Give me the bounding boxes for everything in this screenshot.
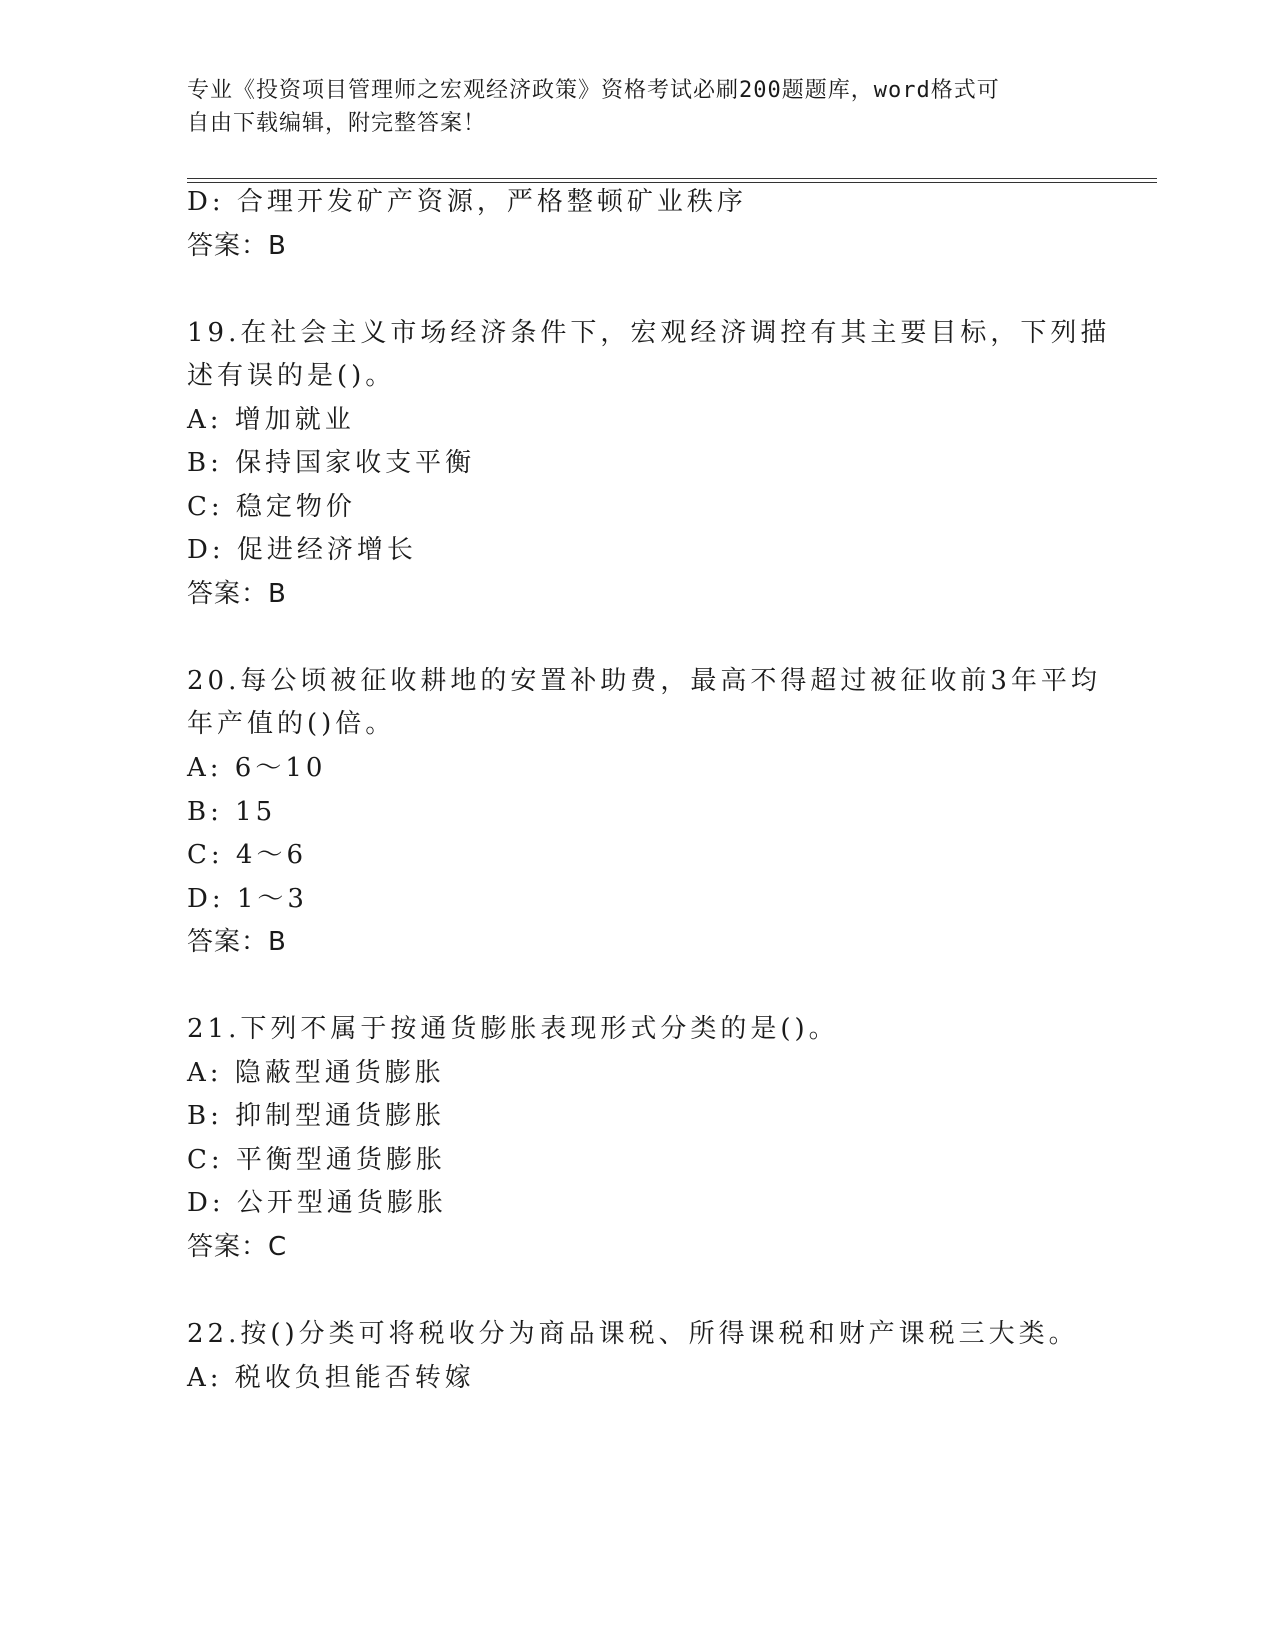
question-20-option-b: B: 15 (187, 797, 277, 827)
question-21-answer: 答案：C (187, 1232, 288, 1262)
document-header (187, 74, 1067, 140)
question-21-option-c: C: 平衡型通货膨胀 (187, 1145, 446, 1175)
question-20-option-d: D: 1～3 (187, 884, 308, 914)
question-21-option-d: D: 公开型通货膨胀 (187, 1188, 447, 1218)
question-19-option-c: C: 稳定物价 (187, 492, 356, 522)
header-line-1: 专业《投资项目管理师之宏观经济政策》资格考试必刷200题题库，word格式可 (187, 78, 1000, 103)
question-21-stem: 21.下列不属于按通货膨胀表现形式分类的是()。 (187, 1014, 839, 1044)
document-page (187, 0, 1157, 1650)
question-19-option-b: B: 保持国家收支平衡 (187, 448, 476, 478)
question-19-stem: 19.在社会主义市场经济条件下，宏观经济调控有其主要目标，下列描 (187, 318, 1111, 348)
header-line-2: 自由下载编辑，附完整答案！ (187, 111, 487, 136)
question-20-stem-cont: 年产值的()倍。 (187, 709, 396, 739)
question-20-stem: 20.每公顷被征收耕地的安置补助费，最高不得超过被征收前3年平均 (187, 666, 1101, 696)
question-20-option-a: A: 6～10 (187, 753, 327, 783)
answer-line: 答案：B (187, 231, 287, 261)
question-19-answer: 答案：B (187, 579, 287, 609)
question-22-stem: 22.按()分类可将税收分为商品课税、所得课税和财产课税三大类。 (187, 1319, 1079, 1349)
question-21-option-b: B: 抑制型通货膨胀 (187, 1101, 446, 1131)
question-19-stem-cont: 述有误的是()。 (187, 361, 396, 391)
header-divider (187, 178, 1157, 183)
question-19-option-a: A: 增加就业 (187, 405, 355, 435)
question-22-option-a: A: 税收负担能否转嫁 (187, 1363, 475, 1393)
question-19-option-d: D: 促进经济增长 (187, 535, 417, 565)
question-21-option-a: A: 隐蔽型通货膨胀 (187, 1058, 445, 1088)
question-20-answer: 答案：B (187, 927, 287, 957)
question-20-option-c: C: 4～6 (187, 840, 308, 870)
option-d: D: 合理开发矿产资源，严格整顿矿业秩序 (187, 187, 747, 217)
